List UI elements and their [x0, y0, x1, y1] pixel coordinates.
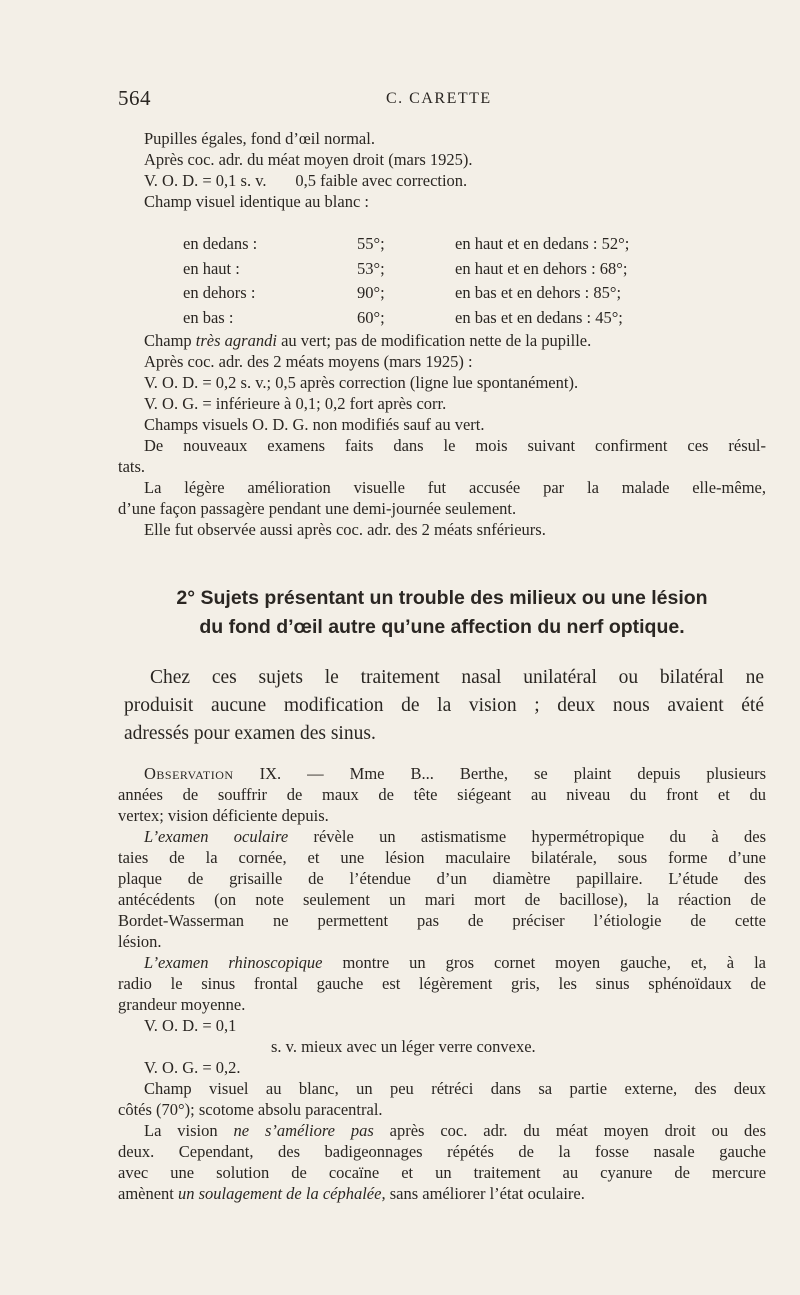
text-line: Champ visuel au blanc, un peu rétréci dans sa partie externe, des deux — [144, 1079, 766, 1098]
text-line: plaque de grisaille de l’étendue d’un diamètre papillaire. L’étude des — [118, 869, 766, 888]
italic-span: très agrandi — [195, 331, 277, 350]
text-line: avec une solution de cocaïne et un traitement au cyanure de mercure — [118, 1163, 766, 1182]
direction-label: en dehors : — [183, 283, 256, 302]
table-row — [183, 306, 743, 331]
direction-combined: en bas et en dedans : 45°; — [455, 307, 623, 327]
direction-label: en haut : — [183, 258, 240, 278]
text-line: La légère amélioration visuelle fut accusée par la malade elle-même, — [144, 478, 766, 497]
direction-value: 90°; — [357, 283, 385, 302]
text-span: montre un gros cornet moyen gauche, et, à la — [322, 953, 766, 972]
direction-combined: en haut et en dehors : 68°; — [455, 258, 628, 278]
table-row — [183, 281, 743, 306]
text-line: V. O. D. = 0,1 s. v. 0,5 faible avec correction. — [144, 171, 468, 190]
table-row — [183, 232, 743, 257]
page-header — [118, 86, 690, 112]
direction-label: en bas : — [183, 307, 234, 327]
text-line: Après coc. adr. des 2 méats moyens (mars 1925) : — [144, 352, 473, 371]
text-line: adressés pour examen des sinus. — [124, 723, 376, 744]
page-number: 564 — [118, 86, 151, 110]
text-line: V. O. D. = 0,2 s. v.; 0,5 après correction (ligne lue spontanément). — [144, 373, 579, 392]
direction-combined: en haut et en dedans : 52°; — [455, 234, 630, 253]
text-line — [118, 826, 766, 847]
text-line: Chez ces sujets le traitement nasal unilatéral ou bilatéral ne — [150, 667, 764, 688]
section-heading: 2° Sujets présentant un trouble des milieux ou une lésion — [176, 587, 708, 609]
italic-span: un soulagement de la céphalée, — [178, 1184, 386, 1203]
text-span: sans améliorer l’état oculaire. — [385, 1184, 585, 1203]
text-line: grandeur moyenne. — [118, 995, 246, 1014]
direction-value: 53°; — [357, 258, 385, 278]
text-line: antécédents (on note seulement un mari mort de bacillose), la réaction de — [118, 890, 766, 909]
text-span: La vision — [144, 1121, 234, 1140]
text-line: V. O. D. = 0,1 — [144, 1016, 237, 1035]
text-line — [118, 763, 766, 784]
italic-span: ne s’améliore pas — [233, 1121, 374, 1140]
text-line: Champs visuels O. D. G. non modifiés sauf au vert. — [144, 415, 485, 434]
text-line: tats. — [118, 457, 146, 476]
text-line: Elle fut observée aussi après coc. adr. des 2 méats snférieurs. — [144, 520, 546, 539]
text-line: Après coc. adr. du méat moyen droit (mars 1925). — [144, 150, 473, 169]
text-span: Champ — [144, 331, 196, 350]
text-line: s. v. mieux avec un léger verre convexe. — [271, 1037, 536, 1056]
text-line: radio le sinus frontal gauche est légèrement gris, les sinus sphénoïdaux de — [118, 974, 766, 993]
text-line: lésion. — [118, 932, 162, 951]
direction-value: 55°; — [357, 234, 385, 253]
direction-value: 60°; — [357, 307, 385, 327]
text-line: V. O. G. = inférieure à 0,1; 0,2 fort après corr. — [144, 394, 447, 413]
text-line: Bordet-Wasserman ne permettent pas de préciser l’étiologie de cette — [118, 911, 766, 930]
text-line: Champ visuel identique au blanc : — [144, 192, 369, 211]
text-span: révèle un astismatisme hypermétropique du à des — [288, 827, 766, 846]
text-line: d’une façon passagère pendant une demi-journée seulement. — [118, 499, 517, 518]
text-line: côtés (70°); scotome absolu paracentral. — [118, 1100, 383, 1119]
text-line: De nouveaux examens faits dans le mois suivant confirment ces résul- — [144, 436, 766, 455]
text-line — [118, 1183, 766, 1204]
text-line: deux. Cependant, des badigeonnages répétés de la fosse nasale gauche — [118, 1142, 766, 1161]
text-line: produisit aucune modification de la vision ; deux nous avaient été — [124, 695, 764, 716]
italic-span: L’examen rhinoscopique — [144, 953, 323, 972]
observation-label: Observation — [144, 764, 234, 783]
text-line — [118, 1120, 766, 1141]
text-line: Pupilles égales, fond d’œil normal. — [144, 129, 375, 148]
text-line — [118, 330, 766, 351]
text-span: amènent — [118, 1184, 179, 1203]
text-line: taies de la cornée, et une lésion maculaire bilatérale, sous forme d’une — [118, 848, 766, 867]
direction-label: en dedans : — [183, 234, 258, 253]
table-row — [183, 257, 743, 282]
direction-combined: en bas et en dehors : 85°; — [455, 283, 622, 302]
visual-field-table — [183, 232, 743, 330]
text-line: années de souffrir de maux de tête siégeant au niveau du front et du — [118, 785, 766, 804]
text-span: au vert; pas de modification nette de la pupille. — [276, 331, 592, 350]
section-heading: du fond d’œil autre qu’une affection du nerf optique. — [199, 616, 685, 638]
text-span: IX. — Mme B... Berthe, se plaint depuis plusieurs — [233, 764, 766, 783]
text-line: vertex; vision déficiente depuis. — [118, 806, 329, 825]
running-head: C. CARETTE — [386, 90, 492, 107]
text-line — [118, 952, 766, 973]
text-span: après coc. adr. du méat moyen droit ou des — [373, 1121, 767, 1140]
text-line: V. O. G. = 0,2. — [144, 1058, 241, 1077]
italic-span: L’examen oculaire — [144, 827, 289, 846]
